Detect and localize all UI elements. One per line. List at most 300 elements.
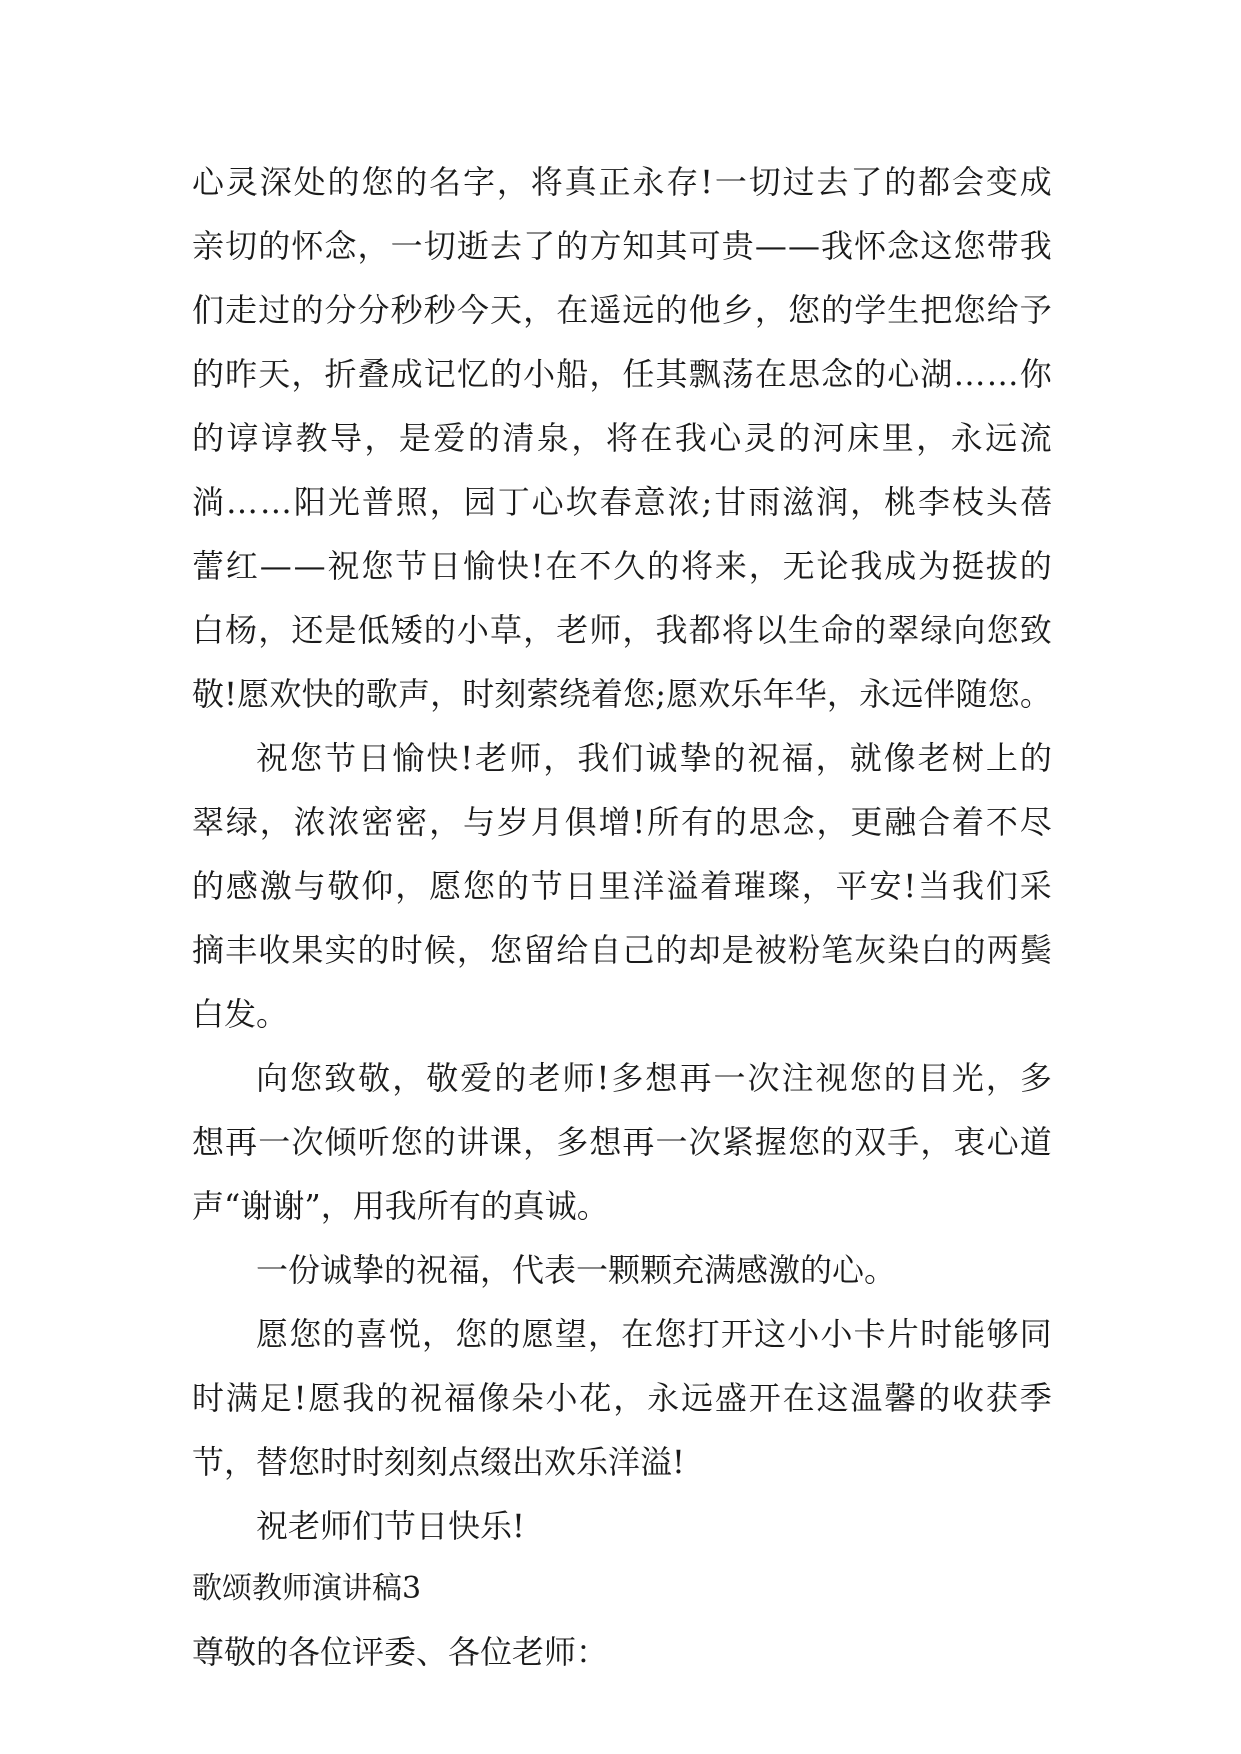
text-char: 坎: [565, 483, 598, 521]
text-char: 里: [598, 867, 631, 905]
text-char: 知: [622, 227, 655, 265]
text-char: 翠: [192, 803, 225, 841]
text-char: 谆: [260, 419, 293, 457]
text-char: 会: [951, 163, 984, 201]
text-char: 其: [655, 355, 688, 393]
text-char: 多: [611, 1059, 644, 1097]
text-char: 分: [357, 291, 390, 329]
text-line: 一份诚挚的祝福，代表一颗颗充满感激的心。: [256, 1251, 897, 1289]
text-char: 为: [918, 547, 951, 585]
text-char: 的: [423, 611, 456, 649]
text-char: 的: [713, 739, 746, 777]
text-char: 当: [918, 867, 951, 905]
text-char: 开: [748, 1379, 781, 1417]
text-line: 节，替您时时刻刻点缀出欢乐洋溢!: [192, 1443, 685, 1481]
text-char: 成: [1019, 163, 1052, 201]
text-char: 绿: [920, 611, 953, 649]
text-char: 亲: [192, 227, 225, 265]
text-char: 的: [821, 291, 854, 329]
text-char: 切: [423, 227, 456, 265]
text-char: 愿: [237, 675, 270, 713]
text-char: 雨: [748, 483, 781, 521]
text-char: 论: [816, 547, 849, 585]
text-char: 荡: [721, 355, 754, 393]
text-char: 您: [849, 1059, 882, 1097]
text-char: …: [259, 483, 292, 521]
text-char: 您: [290, 739, 323, 777]
text-char: 的: [918, 1379, 951, 1417]
text-char: 河: [812, 419, 845, 457]
text-char: 就: [849, 739, 882, 777]
text-char: 致: [1019, 611, 1052, 649]
text-char: 您: [623, 675, 656, 713]
text-char: 小: [545, 1379, 578, 1417]
text-char: 秒: [423, 291, 456, 329]
text-char: 望: [554, 1315, 587, 1353]
text-char: 歌: [365, 675, 398, 713]
text-char: 感: [225, 867, 258, 905]
text-char: 您: [986, 611, 1019, 649]
text-char: 我: [655, 611, 688, 649]
text-char: 课: [489, 1123, 522, 1161]
text-char: 床: [847, 419, 880, 457]
text-char: 敬: [358, 1059, 391, 1097]
text-char: 忆: [456, 355, 489, 393]
text-char: 久: [613, 547, 646, 585]
text-char: 飘: [688, 355, 721, 393]
text-char: ，: [523, 1123, 556, 1161]
text-char: 阳: [293, 483, 326, 521]
text-line: [192, 675, 1052, 742]
text-char: 再: [622, 1123, 655, 1161]
text-char: 愿: [308, 1379, 341, 1417]
text-char: ，: [395, 867, 428, 905]
text-char: ，: [622, 611, 655, 649]
text-char: 远: [985, 419, 1018, 457]
text-char: 祝: [747, 739, 780, 777]
text-char: 丁: [497, 483, 530, 521]
text-char: 萦: [526, 675, 559, 713]
text-line: [256, 1059, 1052, 1126]
text-char: 想: [589, 1123, 622, 1161]
text-char: 您: [361, 547, 394, 585]
text-char: 枝: [952, 483, 985, 521]
text-char: 目: [917, 1059, 950, 1097]
text-char: 安: [869, 867, 902, 905]
text-char: 小: [456, 611, 489, 649]
text-line: 白发。: [192, 995, 289, 1033]
text-char: ，: [826, 675, 859, 713]
text-char: 您: [289, 1315, 322, 1353]
salutation: 尊敬的各位评委、各位老师：: [192, 1633, 609, 1671]
text-char: 在: [640, 419, 673, 457]
text-char: 溢: [666, 867, 699, 905]
text-char: ，: [392, 1059, 425, 1097]
text-char: 把: [920, 291, 953, 329]
text-char: 笔: [821, 931, 854, 969]
text-char: 您: [390, 1123, 423, 1161]
text-char: 今: [456, 291, 489, 329]
text-char: 园: [463, 483, 496, 521]
text-char: 开: [720, 1315, 753, 1353]
text-char: 谆: [226, 419, 259, 457]
text-char: 够: [986, 1315, 1019, 1353]
text-char: 祝: [256, 739, 289, 777]
text-char: 矮: [390, 611, 423, 649]
text-char: 将: [680, 547, 713, 585]
text-char: 一: [655, 1123, 688, 1161]
text-char: 足: [259, 1379, 292, 1417]
text-char: 打: [687, 1315, 720, 1353]
text-char: ，: [588, 1315, 621, 1353]
text-char: 红: [225, 547, 258, 585]
text-char: 都: [688, 611, 721, 649]
text-char: 桃: [884, 483, 917, 521]
text-char: 成: [884, 547, 917, 585]
text-char: 挚: [679, 739, 712, 777]
text-char: ，: [589, 355, 622, 393]
text-char: 的: [778, 419, 811, 457]
text-char: 灵: [743, 419, 776, 457]
text-char: 浓: [667, 483, 700, 521]
text-char: 浓: [327, 803, 360, 841]
text-char: ，: [801, 867, 834, 905]
text-char: 向: [953, 611, 986, 649]
text-char: 密: [361, 803, 394, 841]
text-char: 昨: [225, 355, 258, 393]
text-char: 正: [598, 163, 631, 201]
text-char: 低: [357, 611, 390, 649]
text-char: ，: [985, 1059, 1018, 1097]
text-char: 生: [887, 291, 920, 329]
text-char: 节: [324, 739, 357, 777]
text-char: …: [986, 355, 1019, 393]
text-char: 的: [647, 547, 680, 585]
text-line: [192, 163, 1052, 230]
text-char: 普: [361, 483, 394, 521]
text-char: 采: [1019, 867, 1052, 905]
text-char: 将: [721, 611, 754, 649]
text-char: 自: [589, 931, 622, 969]
text-line: [192, 419, 1052, 486]
text-char: 的: [953, 931, 986, 969]
text-char: 的: [192, 355, 225, 393]
text-line: [192, 547, 1052, 614]
text-char: ;: [655, 675, 666, 713]
text-char: 意: [633, 483, 666, 521]
text-char: 融: [884, 803, 917, 841]
text-char: 的: [357, 931, 390, 969]
text-char: 与: [293, 867, 326, 905]
text-char: 满: [225, 1379, 258, 1417]
text-char: 视: [815, 1059, 848, 1097]
text-char: 在: [545, 547, 578, 585]
text-char: 时: [192, 1379, 225, 1417]
text-char: 染: [887, 931, 920, 969]
text-char: 注: [781, 1059, 814, 1097]
text-char: 的: [489, 355, 522, 393]
text-char: !: [530, 547, 544, 585]
text-char: 永: [632, 163, 665, 201]
text-char: 粉: [787, 931, 820, 969]
text-char: 爱: [460, 1059, 493, 1097]
text-char: 名: [429, 163, 462, 201]
text-char: 树: [951, 739, 984, 777]
text-char: 您: [787, 291, 820, 329]
text-char: 诚: [645, 739, 678, 777]
text-char: 的: [423, 1123, 456, 1161]
text-char: 像: [477, 1379, 510, 1417]
text-char: 甘: [714, 483, 747, 521]
text-char: 的: [192, 867, 225, 905]
text-char: 任: [622, 355, 655, 393]
text-char: 伴: [923, 675, 956, 713]
text-char: 双: [854, 1123, 887, 1161]
text-char: 不: [579, 547, 612, 585]
text-char: —: [259, 547, 292, 585]
text-char: 远: [891, 675, 924, 713]
text-char: ，: [496, 163, 529, 201]
text-line: [192, 355, 1052, 422]
text-char: 月: [530, 803, 563, 841]
text-char: 馨: [884, 1379, 917, 1417]
text-char: 能: [953, 1315, 986, 1353]
text-char: 爱: [433, 419, 466, 457]
text-char: 永: [950, 419, 983, 457]
text-char: ，: [429, 803, 462, 841]
text-char: 在: [782, 1379, 815, 1417]
text-char: 的: [192, 419, 225, 457]
text-char: 祝: [409, 1379, 442, 1417]
text-char: !: [460, 739, 474, 777]
text-char: 心: [192, 163, 225, 201]
text-char: 璨: [767, 867, 800, 905]
text-char: 刻: [494, 675, 527, 713]
text-line: [256, 739, 1052, 806]
text-char: 李: [918, 483, 951, 521]
text-char: 像: [883, 739, 916, 777]
text-char: 温: [850, 1379, 883, 1417]
text-char: 方: [589, 227, 622, 265]
text-char: 被: [754, 931, 787, 969]
text-char: 实: [324, 931, 357, 969]
text-char: 切: [748, 163, 781, 201]
text-line: [192, 931, 1052, 998]
text-char: 是: [398, 419, 431, 457]
text-char: ，: [850, 483, 883, 521]
text-char: 无: [782, 547, 815, 585]
text-char: 叠: [357, 355, 390, 393]
text-char: 蓓: [1019, 483, 1052, 521]
text-char: 与: [463, 803, 496, 841]
text-char: 生: [787, 611, 820, 649]
text-char: 的: [376, 1379, 409, 1417]
text-char: ，: [523, 611, 556, 649]
text-char: 乐: [730, 675, 763, 713]
text-char: 摘: [192, 931, 225, 969]
text-char: 您: [290, 1059, 323, 1097]
text-char: 将: [605, 419, 638, 457]
text-char: 华: [794, 675, 827, 713]
text-char: 一: [258, 1123, 291, 1161]
text-char: 小: [820, 1315, 853, 1353]
text-char: 一: [713, 1059, 746, 1097]
text-char: 都: [918, 163, 951, 201]
text-char: 片: [886, 1315, 919, 1353]
text-char: 我: [577, 739, 610, 777]
text-char: 予: [1019, 291, 1052, 329]
text-char: 我: [674, 419, 707, 457]
text-char: 的: [488, 1315, 521, 1353]
text-char: 着: [951, 803, 984, 841]
text-char: 季: [1019, 1379, 1052, 1417]
text-char: 手: [887, 1123, 920, 1161]
text-char: 给: [556, 931, 589, 969]
text-char: 随: [955, 675, 988, 713]
text-char: 着: [590, 675, 623, 713]
text-char: 您: [361, 163, 394, 201]
text-line: [192, 227, 1052, 294]
text-char: 的: [821, 1123, 854, 1161]
text-char: 成: [390, 355, 423, 393]
text-char: 记: [423, 355, 456, 393]
text-char: 滋: [782, 483, 815, 521]
text-char: 留: [523, 931, 556, 969]
text-char: 给: [986, 291, 1019, 329]
text-char: 所: [647, 803, 680, 841]
text-char: 次: [291, 1123, 324, 1161]
text-char: 怀: [854, 227, 887, 265]
text-char: !: [903, 867, 917, 905]
text-char: 念: [821, 355, 854, 393]
text-line: [192, 803, 1052, 870]
text-char: 过: [782, 163, 815, 201]
text-char: ，: [422, 1315, 455, 1353]
text-char: 向: [256, 1059, 289, 1097]
text-char: 愿: [666, 675, 699, 713]
text-char: 福: [443, 1379, 476, 1417]
text-char: 卡: [853, 1315, 886, 1353]
text-char: 里: [881, 419, 914, 457]
text-char: 。: [1019, 675, 1052, 713]
text-char: 心: [986, 1123, 1019, 1161]
text-char: 这: [920, 227, 953, 265]
text-char: 悦: [388, 1315, 421, 1353]
text-char: 上: [985, 739, 1018, 777]
text-char: 快: [496, 547, 529, 585]
text-char: …: [225, 483, 258, 521]
text-char: 淌: [192, 483, 225, 521]
text-char: 思: [787, 355, 820, 393]
text-char: !: [700, 163, 713, 201]
text-char: 一: [714, 163, 747, 201]
text-char: 在: [556, 291, 589, 329]
text-char: 节: [530, 867, 563, 905]
text-char: 思: [748, 803, 781, 841]
text-char: 收: [258, 931, 291, 969]
text-char: 其: [655, 227, 688, 265]
text-char: —: [293, 547, 326, 585]
text-char: 存: [666, 163, 699, 201]
text-char: 切: [225, 227, 258, 265]
text-char: !: [293, 1379, 307, 1417]
text-char: 愿: [429, 867, 462, 905]
text-char: 仰: [361, 867, 394, 905]
text-char: 璀: [734, 867, 767, 905]
text-char: 光: [327, 483, 360, 521]
text-char: 祝: [327, 547, 360, 585]
text-char: 您: [489, 931, 522, 969]
text-char: 翠: [887, 611, 920, 649]
text-char: 您: [463, 867, 496, 905]
text-char: ，: [430, 675, 463, 713]
text-char: 您: [987, 675, 1020, 713]
text-char: —: [787, 227, 820, 265]
text-char: 多: [556, 1123, 589, 1161]
text-char: 这: [754, 1315, 787, 1353]
text-char: ，: [916, 419, 949, 457]
text-char: 灵: [225, 163, 258, 201]
text-char: 们: [192, 291, 225, 329]
text-char: 道: [1019, 1123, 1052, 1161]
text-char: 的: [1019, 547, 1052, 585]
text-char: 头: [985, 483, 1018, 521]
text-char: 的: [327, 163, 360, 201]
text-char: ，: [815, 739, 848, 777]
text-char: 去: [489, 227, 522, 265]
text-char: 远: [622, 291, 655, 329]
text-char: 您: [953, 291, 986, 329]
text-char: !: [596, 1059, 610, 1097]
text-char: 师: [589, 611, 622, 649]
text-char: 我: [821, 227, 854, 265]
text-char: 永: [859, 675, 892, 713]
text-char: 白: [920, 931, 953, 969]
text-char: 杨: [225, 611, 258, 649]
text-line: 祝老师们节日快乐!: [256, 1507, 525, 1545]
text-char: 念: [887, 227, 920, 265]
text-char: 挺: [951, 547, 984, 585]
text-char: 的: [322, 1315, 355, 1353]
text-char: 岁: [496, 803, 529, 841]
text-char: 您: [455, 1315, 488, 1353]
text-char: 激: [259, 867, 292, 905]
text-char: 增: [598, 803, 631, 841]
text-char: 教: [295, 419, 328, 457]
text-char: 候: [423, 931, 456, 969]
text-char: 收: [951, 1379, 984, 1417]
text-char: 灰: [854, 931, 887, 969]
text-char: 时: [390, 931, 423, 969]
text-line: [192, 291, 1052, 358]
text-char: 时: [462, 675, 495, 713]
text-char: 他: [688, 291, 721, 329]
text-char: 以: [754, 611, 787, 649]
text-char: 的: [556, 227, 589, 265]
text-char: 心: [887, 355, 920, 393]
text-char: 握: [754, 1123, 787, 1161]
text-char: 敬: [327, 867, 360, 905]
text-char: 老: [475, 739, 508, 777]
text-char: 清: [502, 419, 535, 457]
text-char: 的: [496, 867, 529, 905]
text-char: 走: [225, 291, 258, 329]
text-char: 获: [985, 1379, 1018, 1417]
text-char: 两: [986, 931, 1019, 969]
text-char: 想: [645, 1059, 678, 1097]
text-char: 远: [680, 1379, 713, 1417]
text-char: 过: [258, 291, 291, 329]
